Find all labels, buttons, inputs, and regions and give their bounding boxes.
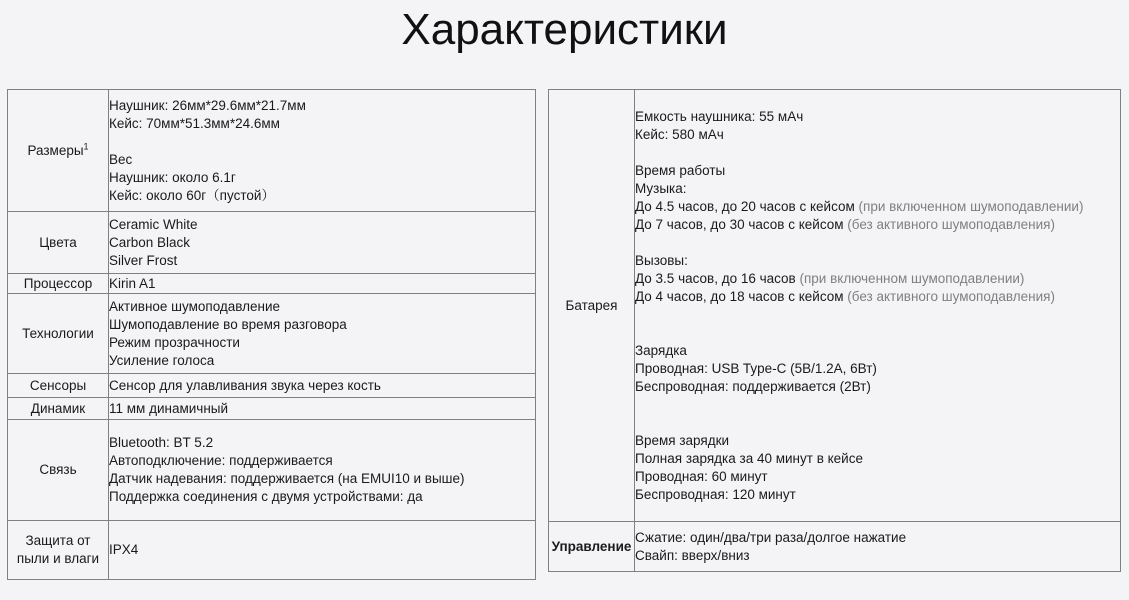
value-line <box>635 342 1120 360</box>
value-line <box>635 270 1120 288</box>
specs-table-left <box>7 89 536 580</box>
value-line-main: Емкость наушника: 55 мАч <box>635 108 804 124</box>
value-line-main: Полная зарядка за 40 минут в кейсе <box>635 450 863 466</box>
value-line-note: (без активного шумоподавления) <box>847 216 1055 232</box>
value-line: IPX4 <box>109 542 139 557</box>
value-line: Bluetooth: BT 5.2 <box>109 435 214 450</box>
specs-table-right <box>548 89 1121 572</box>
table-row <box>8 374 536 398</box>
value-line-main: Проводная: 60 минут <box>635 468 768 484</box>
row-value-processor <box>109 274 536 294</box>
value-line <box>635 450 1120 468</box>
row-value-controls <box>635 522 1121 572</box>
value-line: Сенсор для улавливания звука через кость <box>109 377 381 393</box>
value-line-spacer <box>635 396 1120 414</box>
value-line <box>635 126 1120 144</box>
value-line: Свайп: вверх/вниз <box>635 547 750 563</box>
value-line <box>635 216 1120 234</box>
row-value-colors <box>109 212 536 274</box>
value-line <box>635 198 1120 216</box>
value-line-spacer <box>635 414 1120 432</box>
value-line: Наушник: около 6.1г <box>109 169 236 185</box>
value-line <box>635 378 1120 396</box>
row-value-battery <box>635 90 1121 522</box>
row-value-technologies <box>109 294 536 374</box>
value-line: Автоподключение: поддерживается <box>109 453 333 468</box>
value-line: Ceramic White <box>109 216 198 232</box>
table-row <box>8 274 536 294</box>
value-line: Наушник: 26мм*29.6мм*21.7мм <box>109 97 306 113</box>
value-line-main: До 7 часов, до 30 часов с кейсом <box>635 216 848 232</box>
table-row <box>8 90 536 212</box>
value-line: Сжатие: один/два/три раза/долгое нажатие <box>635 529 907 545</box>
value-line-spacer <box>635 306 1120 324</box>
row-value-connectivity <box>109 420 536 521</box>
value-line: Кейс: 70мм*51.3мм*24.6мм <box>109 115 280 131</box>
value-line <box>635 252 1120 270</box>
table-row <box>8 521 536 580</box>
value-line-main: Время зарядки <box>635 432 730 448</box>
row-value-dimensions <box>109 90 536 212</box>
row-label-speaker: Динамик <box>8 398 109 420</box>
row-label-dimensions <box>8 90 109 212</box>
row-label-colors: Цвета <box>8 212 109 274</box>
value-line-main: До 4.5 часов, до 20 часов с кейсом <box>635 198 859 214</box>
table-row <box>549 522 1121 572</box>
value-line <box>635 180 1120 198</box>
value-line <box>635 360 1120 378</box>
value-line <box>635 486 1120 504</box>
value-line <box>635 162 1120 180</box>
value-line-note: (без активного шумоподавления) <box>847 288 1055 304</box>
value-line <box>635 108 1120 126</box>
value-line-main: Беспроводная: поддерживается (2Вт) <box>635 378 871 394</box>
value-line-spacer <box>635 144 1120 162</box>
value-line-note: (при включенном шумоподавлении) <box>858 198 1084 214</box>
value-line: Kirin A1 <box>109 275 156 291</box>
row-label-technologies: Технологии <box>8 294 109 374</box>
row-label-processor: Процессор <box>8 274 109 294</box>
value-line: 11 мм динамичный <box>109 400 229 416</box>
table-row <box>8 294 536 374</box>
value-line: Усиление голоса <box>109 352 215 368</box>
value-line-main: Вызовы: <box>635 252 688 268</box>
value-line-main: Музыка: <box>635 180 687 196</box>
value-line: Carbon Black <box>109 234 191 250</box>
value-line-main: Время работы <box>635 162 726 178</box>
value-line-main: До 4 часов, до 18 часов с кейсом <box>635 288 848 304</box>
row-label-text: Размеры <box>27 142 84 158</box>
row-label-controls: Управление <box>549 522 635 572</box>
value-line: Кейс: около 60г（пустой） <box>109 187 275 203</box>
value-line-main: До 3.5 часов, до 16 часов <box>635 270 800 286</box>
value-line-spacer <box>109 133 535 151</box>
row-label-battery: Батарея <box>549 90 635 522</box>
value-line: Silver Frost <box>109 252 178 268</box>
row-label-water-resistance: Защита от пыли и влаги <box>8 521 109 580</box>
value-line-main: Кейс: 580 мАч <box>635 126 724 142</box>
value-line: Вес <box>109 151 133 167</box>
value-line-spacer <box>635 234 1120 252</box>
row-value-sensors <box>109 374 536 398</box>
row-label-sensors: Сенсоры <box>8 374 109 398</box>
value-line-main: Проводная: USB Type-C (5В/1.2A, 6Вт) <box>635 360 877 376</box>
value-line <box>635 432 1120 450</box>
value-line-main: Беспроводная: 120 минут <box>635 486 796 502</box>
value-line-spacer <box>635 324 1120 342</box>
value-line-main: Зарядка <box>635 342 687 358</box>
table-row <box>8 212 536 274</box>
value-line-note: (при включенном шумоподавлении) <box>799 270 1025 286</box>
value-line <box>635 468 1120 486</box>
row-value-water-resistance <box>109 521 536 580</box>
footnote-marker: 1 <box>83 141 89 151</box>
value-line: Поддержка соединения с двумя устройствами: да <box>109 489 423 504</box>
row-value-speaker <box>109 398 536 420</box>
table-row <box>549 90 1121 522</box>
value-line: Активное шумоподавление <box>109 298 281 314</box>
value-line: Датчик надевания: поддерживается (на EMUI10 и выше) <box>109 471 465 486</box>
page-title: Характеристики <box>401 5 728 54</box>
value-line: Шумоподавление во время разговора <box>109 316 347 332</box>
value-line <box>635 288 1120 306</box>
table-row <box>8 398 536 420</box>
table-row <box>8 420 536 521</box>
value-line: Режим прозрачности <box>109 334 240 350</box>
row-label-connectivity: Связь <box>8 420 109 521</box>
